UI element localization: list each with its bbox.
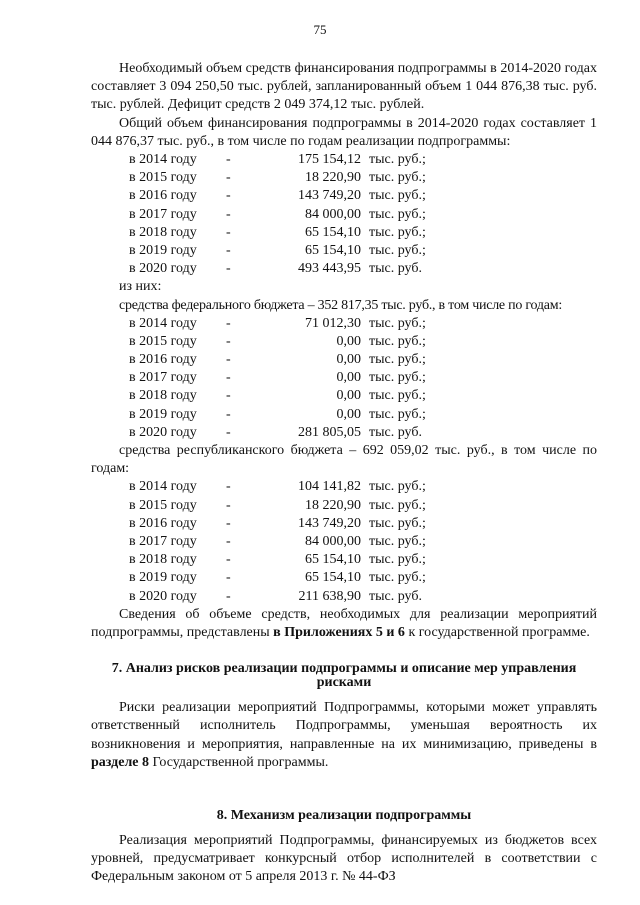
appendix-text-before: Сведения об объеме средств, необходимых для реализации мероприятий подпрограммы, представлены xyxy=(91,606,597,640)
year-label: в 2016 году xyxy=(129,352,197,368)
page-content xyxy=(91,60,597,887)
funding-need-paragraph: Необходимый объем средств финансирования подпрограммы в 2014-2020 годах составляет 3 094 250,50 тыс. рублей, запланированный объем 1 044 876,38 тыс. руб. тыс. рублей. Дефицит средств 2 049 374,12 тыс. рублей. xyxy=(91,61,597,113)
section-7-bold-ref: разделе 8 xyxy=(91,754,150,770)
year-dash: - xyxy=(226,388,231,404)
year-row xyxy=(91,369,597,387)
section-8-heading: 8. Механизм реализации подпрограммы xyxy=(216,807,472,823)
section-8-paragraph: Реализация мероприятий Подпрограммы, финансируемых из бюджетов всех уровней, предусматривает конкурсный отбор исполнителей в соответствии с Федеральным законом от 5 апреля 2013 г. № 44-ФЗ xyxy=(91,832,597,885)
year-amount: 211 638,90 xyxy=(298,588,361,604)
year-amount: 0,00 xyxy=(336,388,361,404)
year-dash: - xyxy=(226,570,231,586)
year-amount: 84 000,00 xyxy=(305,206,361,222)
year-unit: тыс. руб.; xyxy=(369,206,426,222)
year-label: в 2014 году xyxy=(129,315,197,331)
year-unit: тыс. руб.; xyxy=(369,370,426,386)
year-unit: тыс. руб.; xyxy=(369,170,426,186)
year-label: в 2015 году xyxy=(129,333,197,349)
year-unit: тыс. руб.; xyxy=(369,406,426,422)
year-unit: тыс. руб.; xyxy=(369,352,426,368)
year-amount: 65 154,10 xyxy=(305,242,361,258)
year-label: в 2018 году xyxy=(129,552,197,568)
year-label: в 2016 году xyxy=(129,515,197,531)
year-label: в 2020 году xyxy=(129,424,197,440)
year-unit: тыс. руб.; xyxy=(369,315,426,331)
year-amount: 84 000,00 xyxy=(305,534,361,550)
year-row xyxy=(91,260,597,278)
year-dash: - xyxy=(226,588,231,604)
year-unit: тыс. руб.; xyxy=(369,497,426,513)
year-dash: - xyxy=(226,152,231,168)
year-amount: 175 154,12 xyxy=(298,152,361,168)
year-dash: - xyxy=(226,497,231,513)
year-amount: 0,00 xyxy=(336,333,361,349)
year-unit: тыс. руб.; xyxy=(369,552,426,568)
year-dash: - xyxy=(226,534,231,550)
year-unit: тыс. руб.; xyxy=(369,388,426,404)
year-unit: тыс. руб.; xyxy=(369,152,426,168)
year-row xyxy=(91,387,597,405)
year-row xyxy=(91,424,597,442)
page-number: 75 xyxy=(313,22,327,37)
year-row xyxy=(91,187,597,205)
year-unit: тыс. руб.; xyxy=(369,570,426,586)
year-dash: - xyxy=(226,170,231,186)
year-label: в 2018 году xyxy=(129,224,197,240)
year-dash: - xyxy=(226,424,231,440)
section-7-text-after: Государственной программы. xyxy=(149,754,329,770)
republic-funding-by-year xyxy=(91,478,597,605)
year-amount: 0,00 xyxy=(336,370,361,386)
year-dash: - xyxy=(226,261,231,277)
year-label: в 2016 году xyxy=(129,188,197,204)
appendix-link-text: в Приложениях 5 и 6 xyxy=(273,624,405,640)
year-label: в 2015 году xyxy=(129,497,197,513)
year-amount: 104 141,82 xyxy=(298,479,361,495)
year-amount: 0,00 xyxy=(336,406,361,422)
year-label: в 2019 году xyxy=(129,406,197,422)
federal-funding-by-year xyxy=(91,315,597,442)
year-row xyxy=(91,169,597,187)
year-dash: - xyxy=(226,552,231,568)
appendix-reference-paragraph xyxy=(91,606,597,642)
year-amount: 65 154,10 xyxy=(305,570,361,586)
year-amount: 281 805,05 xyxy=(298,424,361,440)
year-row xyxy=(91,351,597,369)
year-amount: 0,00 xyxy=(336,352,361,368)
year-label: в 2020 году xyxy=(129,588,197,604)
year-dash: - xyxy=(226,515,231,531)
total-funding-by-year xyxy=(91,151,597,278)
year-unit: тыс. руб. xyxy=(369,588,422,604)
year-dash: - xyxy=(226,242,231,258)
year-row xyxy=(91,224,597,242)
year-dash: - xyxy=(226,188,231,204)
year-unit: тыс. руб. xyxy=(369,424,422,440)
year-label: в 2017 году xyxy=(129,206,197,222)
year-row xyxy=(91,333,597,351)
year-label: в 2019 году xyxy=(129,570,197,586)
year-dash: - xyxy=(226,333,231,349)
year-row xyxy=(91,242,597,260)
year-row xyxy=(91,315,597,333)
year-dash: - xyxy=(226,370,231,386)
of-them-label: из них: xyxy=(119,279,162,295)
year-row xyxy=(91,533,597,551)
year-unit: тыс. руб.; xyxy=(369,515,426,531)
year-dash: - xyxy=(226,352,231,368)
year-row xyxy=(91,551,597,569)
year-label: в 2020 году xyxy=(129,261,197,277)
year-unit: тыс. руб.; xyxy=(369,333,426,349)
year-label: в 2017 году xyxy=(129,534,197,550)
year-dash: - xyxy=(226,206,231,222)
section-7-paragraph xyxy=(91,699,597,772)
year-label: в 2017 году xyxy=(129,370,197,386)
year-row xyxy=(91,515,597,533)
year-label: в 2019 году xyxy=(129,242,197,258)
year-unit: тыс. руб.; xyxy=(369,242,426,258)
year-dash: - xyxy=(226,479,231,495)
year-label: в 2018 году xyxy=(129,388,197,404)
year-amount: 143 749,20 xyxy=(298,515,361,531)
year-row xyxy=(91,588,597,606)
year-row xyxy=(91,151,597,169)
year-row xyxy=(91,206,597,224)
year-label: в 2014 году xyxy=(129,152,197,168)
year-row xyxy=(91,569,597,587)
year-dash: - xyxy=(226,224,231,240)
year-row xyxy=(91,478,597,496)
year-amount: 18 220,90 xyxy=(305,497,361,513)
year-dash: - xyxy=(226,406,231,422)
year-amount: 493 443,95 xyxy=(298,261,361,277)
year-row xyxy=(91,406,597,424)
year-unit: тыс. руб.; xyxy=(369,479,426,495)
appendix-text-after: к государственной программе. xyxy=(404,624,590,640)
year-amount: 71 012,30 xyxy=(305,315,361,331)
year-label: в 2015 году xyxy=(129,170,197,186)
year-row xyxy=(91,497,597,515)
year-amount: 65 154,10 xyxy=(305,224,361,240)
total-funding-paragraph: Общий объем финансирования подпрограммы в 2014-2020 годах составляет 1 044 876,37 тыс. руб., в том числе по годам реализации подпрограммы: xyxy=(91,115,597,149)
section-7-heading: 7. Анализ рисков реализации подпрограммы и описание мер управления рисками xyxy=(111,661,577,691)
year-unit: тыс. руб.; xyxy=(369,224,426,240)
section-7-text-before: Риски реализации мероприятий Подпрограммы, которыми может управлять ответственный исполнитель Подпрограммы, уменьшая вероятность их возникновения и мероприятия, направленные на их минимизацию, приведены в xyxy=(91,700,597,752)
year-amount: 65 154,10 xyxy=(305,552,361,568)
year-unit: тыс. руб.; xyxy=(369,188,426,204)
year-amount: 143 749,20 xyxy=(298,188,361,204)
year-label: в 2014 году xyxy=(129,479,197,495)
federal-budget-intro: средства федерального бюджета – 352 817,35 тыс. руб., в том числе по годам: xyxy=(119,297,562,313)
year-amount: 18 220,90 xyxy=(305,170,361,186)
republic-budget-intro: средства республиканского бюджета – 692 059,02 тыс. руб., в том числе по годам: xyxy=(91,443,597,477)
year-unit: тыс. руб. xyxy=(369,261,422,277)
year-unit: тыс. руб.; xyxy=(369,534,426,550)
year-dash: - xyxy=(226,315,231,331)
